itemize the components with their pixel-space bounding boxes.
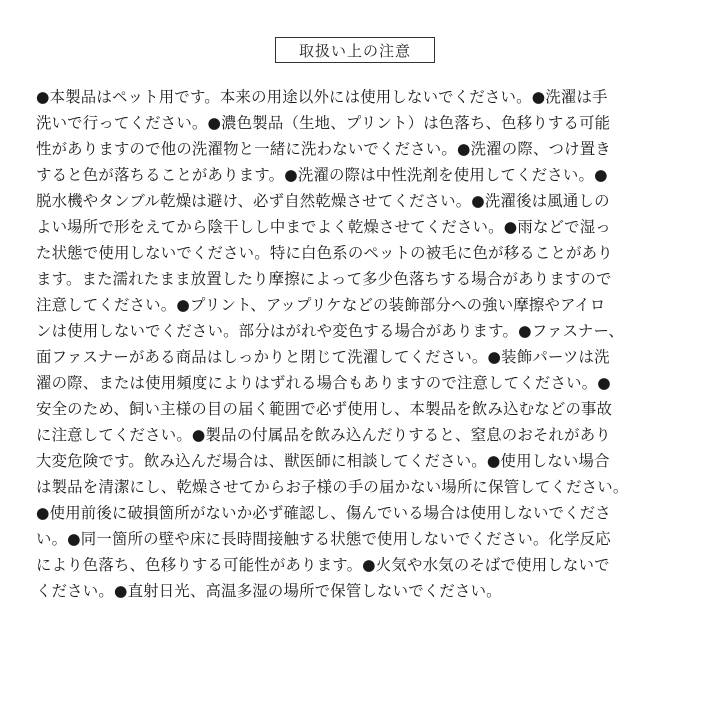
text-line: 性がありますので他の洗濯物と一緒に洗わないでください。●洗濯の際、つけ置き (36, 140, 611, 158)
text-line: ンは使用しないでください。部分はがれや変色する場合があります。●ファスナー、 (36, 322, 625, 340)
text-line: すると色が落ちることがあります。●洗濯の際は中性洗剤を使用してください。● (36, 166, 608, 184)
page-title: 取扱い上の注意 (275, 37, 435, 63)
text-line: 脱水機やタンブル乾燥は避け、必ず自然乾燥させてください。●洗濯後は風通しの (36, 192, 610, 210)
text-line: 洗いで行ってください。●濃色製品（生地、プリント）は色落ち、色移りする可能 (36, 114, 611, 132)
text-line: よい場所で形をえてから陰干しし中までよく乾燥させてください。●雨などで湿っ (36, 218, 611, 236)
text-line: た状態で使用しないでください。特に白色系のペットの被毛に色が移ることがあり (36, 244, 613, 262)
caution-text (36, 84, 681, 604)
text-line: 大変危険です。飲み込んだ場合は、獣医師に相談してください。●使用しない場合 (36, 452, 610, 470)
text-line: い。●同一箇所の壁や床に長時間接触する状態で使用しないでください。化学反応 (36, 530, 611, 548)
text-line: により色落ち、色移りする可能性があります。●火気や水気のそばで使用しないで (36, 556, 610, 574)
text-line: ます。また濡れたまま放置したり摩擦によって多少色落ちする場合がありますので (36, 270, 612, 288)
text-line: ●本製品はペット用です。本来の用途以外には使用しないでください。●洗濯は手 (36, 88, 608, 106)
text-line: に注意してください。●製品の付属品を飲み込んだりすると、窒息のおそれがあり (36, 426, 611, 444)
text-line: は製品を清潔にし、乾燥させてからお子様の手の届かない場所に保管してください。 (36, 478, 629, 496)
text-line: 安全のため、飼い主様の目の届く範囲で必ず使用し、本製品を飲み込むなどの事故 (36, 400, 613, 418)
text-line: 面ファスナーがある商品はしっかりと閉じて洗濯してください。●装飾パーツは洗 (36, 348, 610, 366)
text-line: 濯の際、または使用頻度によりはずれる場合もありますので注意してください。● (36, 374, 611, 392)
text-line: ●使用前後に破損箇所がないか必ず確認し、傷んでいる場合は使用しないでくださ (36, 504, 611, 522)
text-line: ください。●直射日光、高温多湿の場所で保管しないでください。 (36, 582, 502, 600)
text-line: 注意してください。●プリント、アップリケなどの装飾部分への強い摩擦やアイロ (36, 296, 606, 314)
